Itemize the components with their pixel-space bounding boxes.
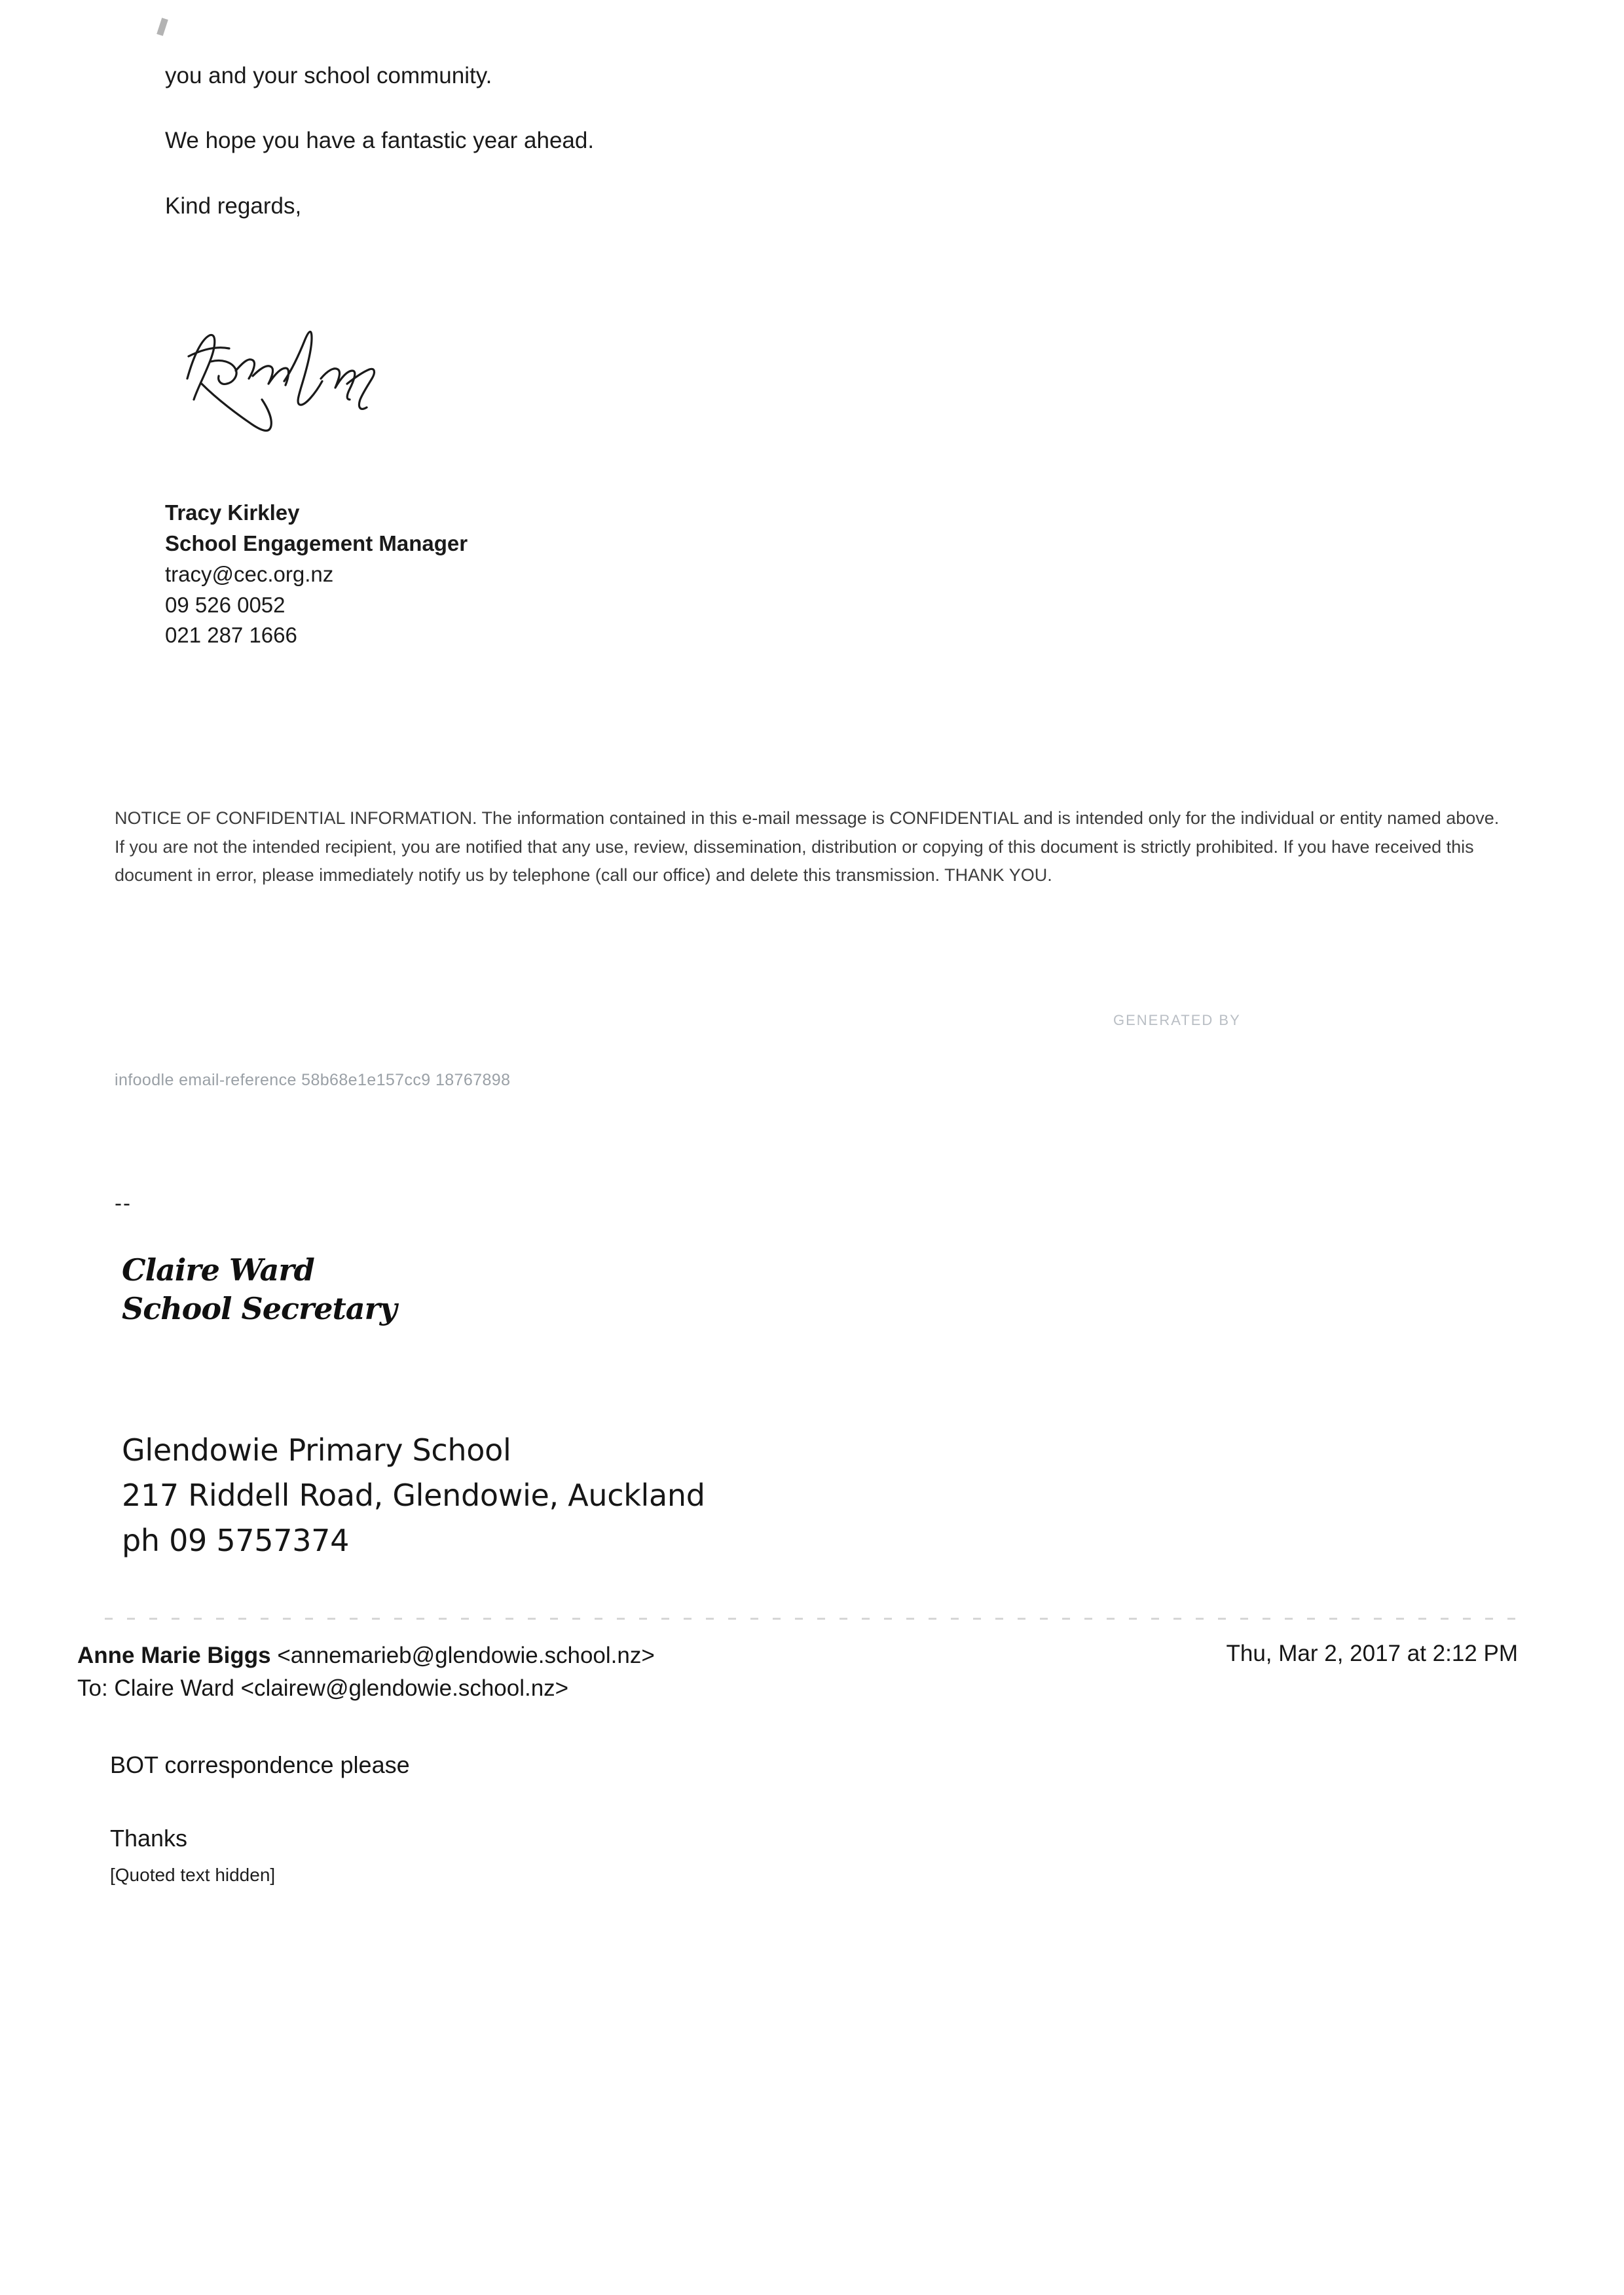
school-address: 217 Riddell Road, Glendowie, Auckland (122, 1478, 705, 1513)
signoff-mobile: 021 287 1666 (165, 623, 297, 648)
secretary-signature-block (122, 1251, 711, 1328)
quoted-text-hidden-label[interactable]: [Quoted text hidden] (110, 1864, 276, 1885)
letter-body (165, 60, 1501, 255)
school-address-block (122, 1428, 1039, 1563)
reply-sender-email: <annemarieb@glendowie.school.nz> (277, 1643, 655, 1668)
reply-message-text: BOT correspondence please (110, 1751, 410, 1778)
secretary-role: School Secretary (122, 1290, 397, 1326)
reply-thanks-text: Thanks (110, 1825, 188, 1852)
scan-artifact-mark (157, 18, 168, 36)
signoff-title: School Engagement Manager (165, 531, 468, 555)
signature-separator: -- (115, 1191, 132, 1215)
reply-message-body (110, 1749, 1420, 1888)
reply-message-header (77, 1641, 1518, 1704)
letter-closing: Kind regards, (165, 193, 302, 219)
signoff-phone: 09 526 0052 (165, 592, 286, 617)
secretary-name: Claire Ward (122, 1252, 314, 1288)
generated-by-stamp: GENERATED BY (1113, 1012, 1241, 1028)
signoff-name: Tracy Kirkley (165, 500, 300, 525)
infoodle-email-reference: infoodle email-reference 58b68e1e157cc9 18767898 (115, 1071, 511, 1089)
reply-sender-name: Anne Marie Biggs (77, 1643, 271, 1668)
letter-signoff-block (165, 498, 951, 651)
confidentiality-notice: NOTICE OF CONFIDENTIAL INFORMATION. The information contained in this e-mail message is CONFIDENTIAL and is intended only for the individual or entity named above. If you are not the intended recipient, you are notified that any use, review, dissemination, distribution or copying of this document is strictly prohibited. If you have received this document in error, please immediately notify us by telephone (call our office) and delete this transmission. THANK YOU. (115, 808, 1500, 886)
signoff-email: tracy@cec.org.nz (165, 561, 334, 586)
reply-recipient-line: To: Claire Ward <clairew@glendowie.school.nz> (77, 1675, 569, 1702)
letter-paragraph-1: you and your school community. (165, 63, 492, 88)
reply-timestamp: Thu, Mar 2, 2017 at 2:12 PM (1226, 1641, 1518, 1666)
school-phone: ph 09 5757374 (122, 1523, 350, 1558)
school-name: Glendowie Primary School (122, 1432, 511, 1468)
handwritten-signature (175, 316, 424, 440)
letter-paragraph-2: We hope you have a fantastic year ahead. (165, 128, 595, 154)
thread-divider (105, 1618, 1526, 1620)
